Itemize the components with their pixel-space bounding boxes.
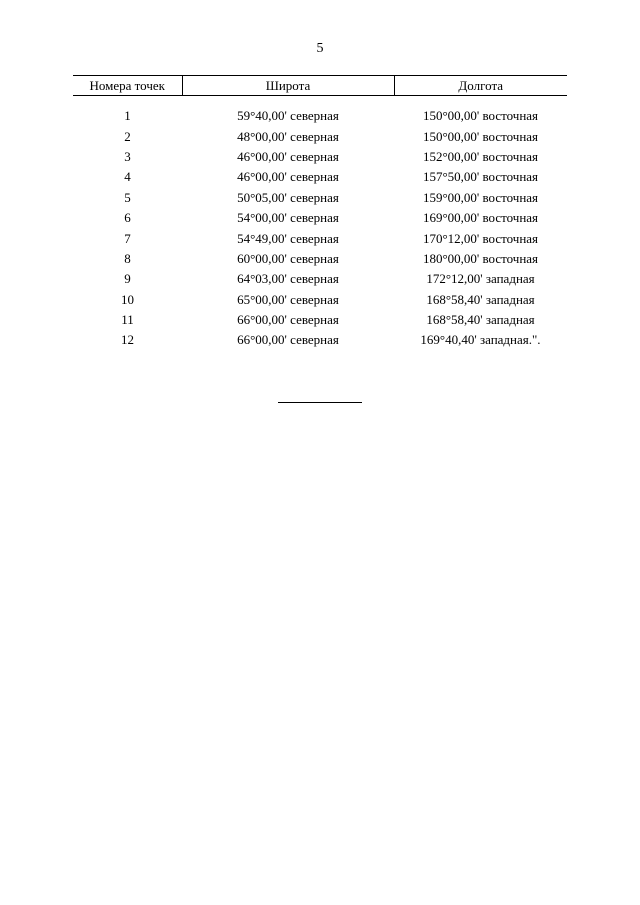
point-latitude: 65°00,00' северная — [237, 291, 339, 307]
table-row — [73, 310, 567, 330]
point-longitude: 168°58,40' западная — [426, 291, 535, 307]
point-number: 5 — [124, 189, 131, 205]
table-row — [73, 249, 567, 269]
coordinates-table — [73, 75, 567, 351]
table-header-row — [73, 76, 567, 96]
point-latitude: 50°05,00' северная — [237, 189, 339, 205]
point-latitude: 48°00,00' северная — [237, 128, 339, 144]
point-longitude: 172°12,00' западная — [426, 271, 535, 287]
table-row — [73, 330, 567, 350]
point-longitude: 150°00,00' восточная — [422, 128, 539, 144]
point-latitude: 46°00,00' северная — [237, 169, 339, 185]
point-number: 10 — [121, 291, 134, 307]
point-latitude: 54°00,00' северная — [237, 210, 339, 226]
point-longitude: 159°00,00' восточная — [422, 189, 539, 205]
table-row — [73, 106, 567, 126]
point-longitude: 152°00,00' восточная — [422, 148, 539, 164]
point-number: 11 — [121, 312, 134, 328]
table-row — [73, 167, 567, 187]
header-point-numbers: Номера точек — [73, 76, 182, 96]
point-number: 2 — [124, 128, 131, 144]
point-number: 1 — [124, 108, 131, 124]
point-number: 12 — [121, 332, 134, 348]
point-latitude: 59°40,00' северная — [237, 108, 339, 124]
header-spacer — [73, 96, 567, 107]
table-row — [73, 126, 567, 146]
point-number: 4 — [124, 169, 131, 185]
end-divider-line — [278, 402, 362, 403]
point-number: 8 — [124, 250, 131, 266]
table-row — [73, 188, 567, 208]
point-number: 3 — [124, 148, 131, 164]
point-number: 6 — [124, 210, 131, 226]
point-latitude: 60°00,00' северная — [237, 250, 339, 266]
table-row — [73, 208, 567, 228]
header-longitude: Долгота — [394, 76, 567, 96]
table-row — [73, 290, 567, 310]
point-latitude: 66°00,00' северная — [237, 332, 339, 348]
point-number: 9 — [124, 271, 131, 287]
point-longitude: 169°00,00' восточная — [422, 210, 539, 226]
point-longitude: 157°50,00' восточная — [422, 169, 539, 185]
header-latitude: Широта — [182, 76, 394, 96]
table-row — [73, 269, 567, 289]
page-number: 5 — [316, 41, 324, 56]
point-number: 7 — [124, 230, 131, 246]
point-latitude: 54°49,00' северная — [237, 230, 339, 246]
table-row — [73, 228, 567, 248]
point-longitude: 168°58,40' западная — [426, 312, 535, 328]
point-latitude: 66°00,00' северная — [237, 312, 339, 328]
point-latitude: 64°03,00' северная — [237, 271, 339, 287]
point-longitude: 150°00,00' восточная — [422, 108, 539, 124]
table-row — [73, 147, 567, 167]
point-latitude: 46°00,00' северная — [237, 148, 339, 164]
point-longitude: 180°00,00' восточная — [422, 250, 539, 266]
point-longitude: 169°40,40' западная.". — [420, 332, 541, 348]
point-longitude: 170°12,00' восточная — [422, 230, 539, 246]
